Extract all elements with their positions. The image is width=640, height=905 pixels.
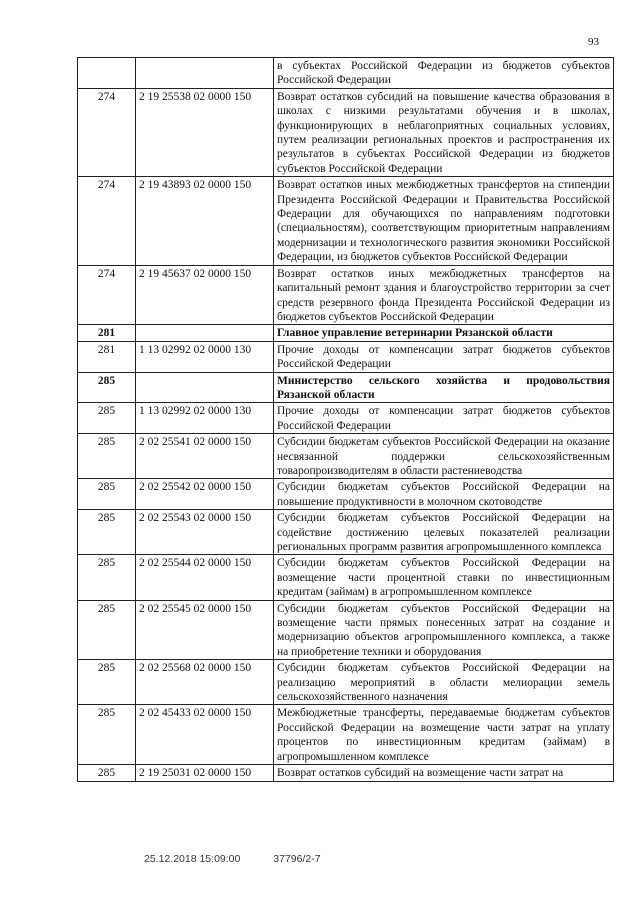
revenue-code-cell bbox=[136, 58, 274, 89]
admin-code-cell: 285 bbox=[78, 660, 136, 705]
revenue-code-cell: 2 02 25544 02 0000 150 bbox=[136, 555, 274, 600]
revenue-code-cell bbox=[136, 372, 274, 403]
table-row bbox=[78, 341, 614, 372]
table-row bbox=[78, 555, 614, 600]
revenue-code-cell: 2 02 25545 02 0000 150 bbox=[136, 600, 274, 660]
table-row bbox=[78, 88, 614, 176]
revenue-code-cell: 1 13 02992 02 0000 130 bbox=[136, 403, 274, 434]
admin-code-cell: 285 bbox=[78, 510, 136, 555]
revenue-codes-table bbox=[77, 57, 614, 782]
revenue-code-cell: 2 19 45637 02 0000 150 bbox=[136, 265, 274, 325]
description-cell: Главное управление ветеринарии Рязанской области bbox=[274, 325, 614, 341]
description-cell: Межбюджетные трансферты, передаваемые бюджетам субъектов Российской Федерации на возмещение части затрат на уплату процентов по инвестиционным кредитам (займам) в агропромышленном комплексе bbox=[274, 705, 614, 765]
table-row bbox=[78, 58, 614, 89]
section-heading-row bbox=[78, 372, 614, 403]
admin-code-cell: 285 bbox=[78, 479, 136, 510]
table-row bbox=[78, 600, 614, 660]
revenue-code-cell: 2 19 25538 02 0000 150 bbox=[136, 88, 274, 176]
admin-code-cell: 274 bbox=[78, 265, 136, 325]
revenue-code-cell: 2 02 45433 02 0000 150 bbox=[136, 705, 274, 765]
admin-code-cell: 285 bbox=[78, 403, 136, 434]
footer-timestamp: 25.12.2018 15:09:00 bbox=[144, 853, 241, 865]
description-cell: Субсидии бюджетам субъектов Российской Федерации на реализацию мероприятий в области мелиорации земель сельскохозяйственного назначения bbox=[274, 660, 614, 705]
revenue-code-cell: 1 13 02992 02 0000 130 bbox=[136, 341, 274, 372]
admin-code-cell: 285 bbox=[78, 555, 136, 600]
description-cell: Возврат остатков иных межбюджетных трансфертов на капитальный ремонт здания и благоустройство территории за счет средств резервного фонда Президента Российской Федерации из бюджетов субъектов Российской Федерации bbox=[274, 265, 614, 325]
table-row bbox=[78, 177, 614, 265]
revenue-code-cell: 2 02 25541 02 0000 150 bbox=[136, 434, 274, 479]
table-row bbox=[78, 434, 614, 479]
revenue-code-cell: 2 02 25542 02 0000 150 bbox=[136, 479, 274, 510]
table-row bbox=[78, 765, 614, 781]
table-row bbox=[78, 479, 614, 510]
revenue-code-cell bbox=[136, 325, 274, 341]
table-row bbox=[78, 705, 614, 765]
description-cell: Возврат остатков субсидий на повышение качества образования в школах с низкими результатами обучения и в школах, функционирующих в неблагоприятных социальных условиях, путем реализации региональных проектов и распространения их результатов в субъектах Российской Федерации из бюджетов субъектов Российской Федерации bbox=[274, 88, 614, 176]
admin-code-cell: 285 bbox=[78, 600, 136, 660]
revenue-code-cell: 2 19 25031 02 0000 150 bbox=[136, 765, 274, 781]
admin-code-cell bbox=[78, 58, 136, 89]
description-cell: Прочие доходы от компенсации затрат бюджетов субъектов Российской Федерации bbox=[274, 341, 614, 372]
admin-code-cell: 281 bbox=[78, 341, 136, 372]
description-cell: Субсидии бюджетам субъектов Российской Федерации на оказание несвязанной поддержки сельскохозяйственным товаропроизводителям в области растениеводства bbox=[274, 434, 614, 479]
table-row bbox=[78, 403, 614, 434]
admin-code-cell: 274 bbox=[78, 88, 136, 176]
revenue-code-cell: 2 02 25543 02 0000 150 bbox=[136, 510, 274, 555]
revenue-code-cell: 2 19 43893 02 0000 150 bbox=[136, 177, 274, 265]
footer-document-id: 37796/2-7 bbox=[273, 853, 321, 865]
description-cell: Субсидии бюджетам субъектов Российской Федерации на повышение продуктивности в молочном скотоводстве bbox=[274, 479, 614, 510]
table-row bbox=[78, 510, 614, 555]
admin-code-cell: 274 bbox=[78, 177, 136, 265]
description-cell: Министерство сельского хозяйства и продовольствия Рязанской области bbox=[274, 372, 614, 403]
table-row bbox=[78, 660, 614, 705]
admin-code-cell: 285 bbox=[78, 765, 136, 781]
description-cell: Возврат остатков иных межбюджетных трансфертов на стипендии Президента Российской Федерации и Правительства Российской Федерации для обучающихся по направлениям подготовки (специальностям), соответствующим приоритетным направлениям модернизации и технологического развития экономики Российской Федерации, из бюджетов субъектов Российской Федерации bbox=[274, 177, 614, 265]
description-cell: Возврат остатков субсидий на возмещение части затрат на bbox=[274, 765, 614, 781]
description-cell: Субсидии бюджетам субъектов Российской Федерации на содействие достижению целевых показателей реализации региональных программ развития агропромышленного комплекса bbox=[274, 510, 614, 555]
page-number: 93 bbox=[588, 36, 599, 48]
description-cell: Прочие доходы от компенсации затрат бюджетов субъектов Российской Федерации bbox=[274, 403, 614, 434]
description-cell: в субъектах Российской Федерации из бюджетов субъектов Российской Федерации bbox=[274, 58, 614, 89]
admin-code-cell: 285 bbox=[78, 372, 136, 403]
section-heading-row bbox=[78, 325, 614, 341]
description-cell: Субсидии бюджетам субъектов Российской Федерации на возмещение части прямых понесенных затрат на создание и модернизацию объектов агропромышленного комплекса, а также на приобретение техники и оборудования bbox=[274, 600, 614, 660]
admin-code-cell: 285 bbox=[78, 434, 136, 479]
table-row bbox=[78, 265, 614, 325]
description-cell: Субсидии бюджетам субъектов Российской Федерации на возмещение части процентной ставки по инвестиционным кредитам (займам) в агропромышленном комплексе bbox=[274, 555, 614, 600]
document-footer bbox=[144, 853, 321, 865]
revenue-code-cell: 2 02 25568 02 0000 150 bbox=[136, 660, 274, 705]
admin-code-cell: 281 bbox=[78, 325, 136, 341]
admin-code-cell: 285 bbox=[78, 705, 136, 765]
